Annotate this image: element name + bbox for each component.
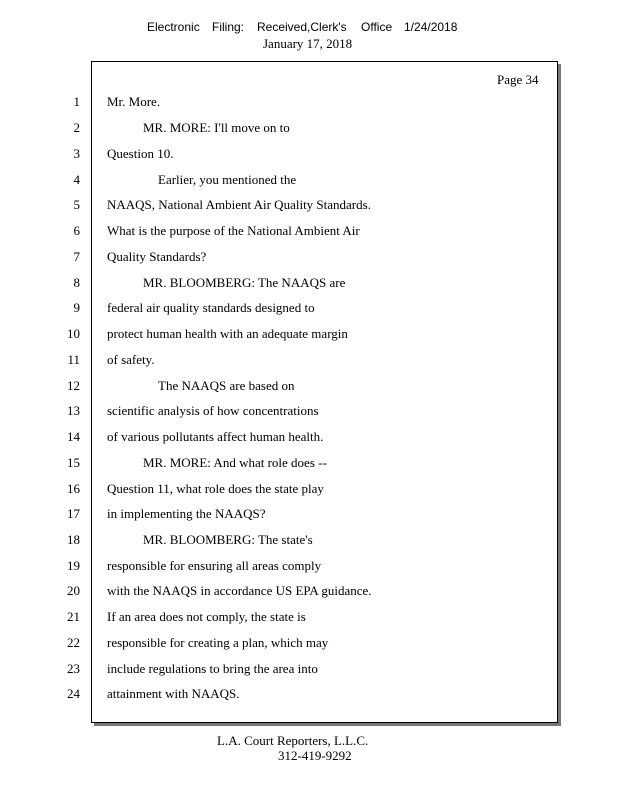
line-number: 22 xyxy=(67,635,80,650)
line-number: 15 xyxy=(67,455,80,470)
transcript-line: responsible for creating a plan, which may xyxy=(107,635,329,650)
line-number: 21 xyxy=(67,609,80,624)
line-number: 18 xyxy=(67,532,80,547)
transcript-line: If an area does not comply, the state is xyxy=(107,609,306,624)
line-number: 13 xyxy=(67,403,80,418)
transcript-line: Mr. More. xyxy=(107,94,161,109)
transcript-line: MR. BLOOMBERG: The NAAQS are xyxy=(143,275,346,290)
filing-stamp-word: Electronic xyxy=(147,20,200,34)
transcript-line: What is the purpose of the National Ambient Air xyxy=(107,223,360,238)
line-number: 23 xyxy=(67,661,80,676)
line-number: 11 xyxy=(67,352,80,367)
line-number: 2 xyxy=(73,120,80,135)
transcript-line: MR. BLOOMBERG: The state's xyxy=(143,532,313,547)
line-number: 19 xyxy=(67,558,80,573)
transcript-line: MR. MORE: And what role does -- xyxy=(143,455,327,470)
page-number: Page 34 xyxy=(497,72,539,87)
line-number: 12 xyxy=(67,378,80,393)
line-number: 20 xyxy=(67,583,80,598)
transcript-line: with the NAAQS in accordance US EPA guidance. xyxy=(107,583,372,598)
transcript-line: Quality Standards? xyxy=(107,249,207,264)
transcript-line: Earlier, you mentioned the xyxy=(158,172,297,187)
transcript-date: January 17, 2018 xyxy=(263,36,353,51)
line-number: 17 xyxy=(67,506,80,521)
filing-stamp-word: Office xyxy=(361,20,393,34)
transcript-line: in implementing the NAAQS? xyxy=(107,506,266,521)
line-number: 3 xyxy=(73,146,80,161)
line-number: 7 xyxy=(73,249,80,264)
line-number: 10 xyxy=(67,326,80,341)
filing-stamp-date: 1/24/2018 xyxy=(404,20,458,34)
transcript-line: protect human health with an adequate margin xyxy=(107,326,348,341)
line-number: 8 xyxy=(73,275,80,290)
transcript-line: Question 10. xyxy=(107,146,174,161)
reporter-phone: 312-419-9292 xyxy=(278,748,352,763)
transcript-line: include regulations to bring the area into xyxy=(107,661,318,676)
transcript-line: scientific analysis of how concentrations xyxy=(107,403,319,418)
line-number: 4 xyxy=(73,172,80,187)
line-number: 24 xyxy=(67,686,80,701)
transcript-line: federal air quality standards designed to xyxy=(107,300,315,315)
line-number: 1 xyxy=(73,94,80,109)
line-number: 9 xyxy=(73,300,80,315)
filing-stamp xyxy=(0,20,618,34)
line-number: 5 xyxy=(73,197,80,212)
transcript-line: responsible for ensuring all areas comply xyxy=(107,558,322,573)
transcript-line: Question 11, what role does the state play xyxy=(107,481,324,496)
reporter-company: L.A. Court Reporters, L.L.C. xyxy=(217,733,369,748)
filing-stamp-word: Received,Clerk's xyxy=(257,20,347,34)
line-number: 6 xyxy=(73,223,80,238)
transcript-line: attainment with NAAQS. xyxy=(107,686,240,701)
line-number: 16 xyxy=(67,481,80,496)
line-number: 14 xyxy=(67,429,80,444)
transcript-line: The NAAQS are based on xyxy=(158,378,295,393)
transcript-line: MR. MORE: I'll move on to xyxy=(143,120,290,135)
transcript-line: NAAQS, National Ambient Air Quality Standards. xyxy=(107,197,371,212)
filing-stamp-word: Filing: xyxy=(212,20,245,34)
transcript-line: of safety. xyxy=(107,352,155,367)
transcript-line: of various pollutants affect human health. xyxy=(107,429,324,444)
